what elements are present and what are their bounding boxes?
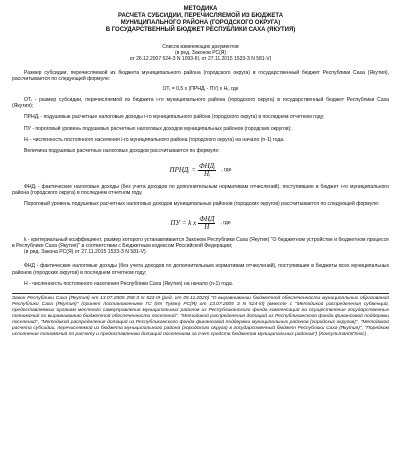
paragraph-prnd-intro: Величина подушевых расчетных налоговых доходов рассчитывается по формуле: (24, 148, 220, 155)
footnote-divider (12, 293, 389, 294)
formula-pu-where: , где (220, 219, 231, 226)
title-line-3: МУНИЦИПАЛЬНОГО РАЙОНА (ГОРОДСКОГО ОКРУГА) (120, 20, 281, 26)
formula-prnd-fraction (198, 163, 216, 178)
paragraph-fnd-i-definition: ФНДᵢ - фактические налоговые доходы (без учета доходов по дополнительным нормативам отчислений), поступившие в бюджет i-го муниципального района (городского округа) в последнем отчетном году. (12, 183, 389, 196)
paragraph-pu-intro: Пороговый уровень подушевых расчетных налоговых доходов муниципальных районов (городских округов) рассчитывается по следующей формуле: (24, 201, 380, 208)
document-title (12, 6, 389, 34)
formula-pu-numerator: ФНД (199, 214, 215, 223)
amendments-line-2: (в ред. Законов РС(Я) (174, 50, 227, 56)
title-line-4: В ГОСУДАРСТВЕННЫЙ БЮДЖЕТ РЕСПУБЛИКИ САХА (ЯКУТИЯ) (105, 27, 296, 33)
paragraph-prnd-definition: ПРНДᵢ - подушевые расчетные налоговые доходы i-го муниципального района (городского округа) в последнем отчетном году; (24, 114, 325, 121)
title-line-1: МЕТОДИКА (183, 6, 218, 12)
source-footnote: Закон Республики Саха (Якутия) от 13.07.2005 258-З N 523-III (ред. от 05.11.2020) "О выравнивании бюджетной обеспеченности муниципальных образований Республики Саха (Якутия)" (принят постановлением ГС (Ил Тумэн) РС(Я) от 13.07.2005 З N 524-III) (вместе с "Методикой распределения субвенций, предоставляемых органам местного самоуправления муниципальных районов из Республиканского фонда компенсаций на осуществление государственных полномочий по выравниванию бюджетной обеспеченности поселений", "Методикой распределения дотаций из Республиканского фонда финансовой поддержки поселений", "Методикой распределения дотаций из Республиканского фонда финансовой поддержки муниципальных районов (городских округов)", "Методикой расчета субсидии, перечисляемой из бюджета муниципального района (городского округа) в государственный бюджет Республики Саха (Якутия)", "Порядком исполнения полномочий по расчету и предоставлению дотаций поселениям за счет средств бюджетов муниципальных районов") {КонсультантПлюс} (12, 296, 389, 338)
formula-prnd-numerator: ФНДᵢ (198, 161, 216, 170)
paragraph-subsidy-intro: Размер субсидии, перечисляемой из бюджета муниципального района (городского округа) в государственный бюджет Республики Саха (Якутия), рассчитывается по следующей формуле: (12, 70, 389, 83)
amendments-line-3: от 26.12.2007 524-З N 1093-III, от 27.11.2015 1533-З N 581-V) (129, 56, 272, 62)
formula-prnd-where: , где (221, 167, 232, 174)
amendments-heading: Список изменяющих документов (162, 44, 239, 50)
formula-prnd-denominator: Нᵢ (203, 169, 211, 178)
formula-pu-lhs: ПУ = k x (170, 218, 197, 227)
title-line-2: РАСЧЕТА СУБСИДИИ, ПЕРЕЧИСЛЯЕМОЙ ИЗ БЮДЖЕТА (117, 13, 284, 19)
amendments-list (12, 44, 389, 62)
paragraph-n-total-definition: Н - численность постоянного населения Республики Саха (Якутия) на начало (n-1) года. (24, 281, 234, 288)
formula-pu-fraction (198, 216, 215, 231)
paragraph-k-amendment: (в ред. Закона РС(Я) от 27.11.2015 1533-З N 581-V) (24, 249, 146, 256)
formula-prnd (12, 163, 389, 178)
formula-pu (12, 216, 389, 231)
paragraph-ot-definition: ОТᵢ - размер субсидии, перечисляемой из бюджета i-го муниципального района (городского округа) в государственный бюджет Республики Саха (Якутия); (12, 96, 389, 110)
formula-prnd-lhs: ПРНДᵢ = (169, 166, 196, 175)
paragraph-n-definition: Нᵢ - численность постоянного населения i-го муниципального района (городского округа) на начало (n-1) года. (24, 137, 285, 144)
paragraph-pu-definition: ПУ - пороговый уровень подушевых расчетных налоговых доходов муниципальных районов (городских округов); (24, 125, 292, 132)
formula-pu-denominator: Н (204, 222, 210, 231)
paragraph-k-definition: k - критериальный коэффициент, размер которого устанавливается Законом Республики Саха (Якутия) "О бюджетном устройстве и бюджетном процессе в Республике Саха (Якутия)" в соответствии с Бюджетным кодексом Российской Федерации; (12, 236, 389, 249)
paragraph-fnd-definition: ФНД - фактические налоговые доходы (без учета доходов по дополнительным нормативам отчислений), поступившие в бюджеты всех муниципальных районов (городских округов) в последнем отчетном году; (12, 263, 389, 276)
formula-subsidy: ОТᵢ = 0,5 х (ПРНДᵢ - ПУ) х Нᵢ, где (162, 85, 239, 92)
